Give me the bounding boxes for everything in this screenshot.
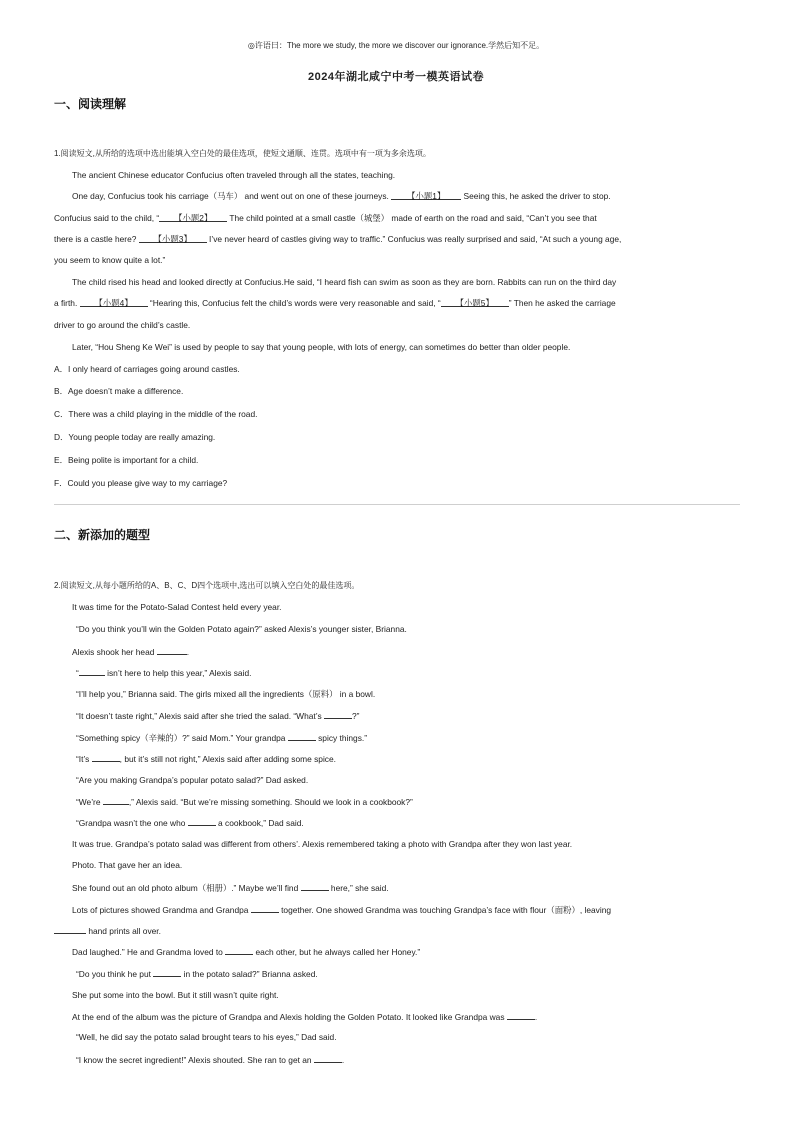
- story-text: ?”: [351, 711, 360, 721]
- story-text: .: [186, 647, 190, 657]
- passage-text: The child pointed at a small castle（城堡） made of earth on the road and said, “Can’t you see that: [227, 213, 597, 223]
- story-line: [72, 601, 281, 613]
- story-text: , but it’s still not right,” Alexis said after adding some spice.: [119, 754, 336, 764]
- story-line: [76, 666, 251, 679]
- passage-line: [54, 233, 621, 245]
- story-text: Alexis shook her head: [72, 647, 157, 657]
- answer-blank-4[interactable]: [80, 297, 148, 307]
- story-text: “I’ll help you,” Brianna said. The girls mixed all the ingredients（原料） in a bowl.: [76, 689, 376, 699]
- section-heading-new-type: 二、新添加的题型: [54, 528, 151, 542]
- story-text: “: [76, 668, 79, 678]
- answer-blank-3[interactable]: [139, 233, 207, 243]
- story-text: in the potato salad?” Brianna asked.: [181, 969, 318, 979]
- story-text: “Well, he did say the potato salad brought tears to his eyes,” Dad said.: [76, 1032, 337, 1042]
- story-text: “Something spicy（辛辣的）?” said Mom.” Your grandpa: [76, 733, 288, 743]
- passage-line: The child rised his head and looked directly at Confucius.He said, “I heard fish can swim as soon as they are born. Rabbits can run on the third day: [72, 277, 617, 287]
- answer-blank[interactable]: [188, 816, 216, 826]
- story-line: [76, 967, 318, 980]
- passage-line: you seem to know quite a lot.”: [54, 255, 166, 265]
- passage-text: “Hearing this, Confucius felt the child’s words were very reasonable and said, “: [147, 298, 441, 308]
- story-text: She found out an old photo album（相册）.” Maybe we’ll find: [72, 883, 301, 893]
- option-b[interactable]: B．Age doesn’t make a difference.: [54, 386, 184, 396]
- answer-blank[interactable]: [157, 645, 190, 657]
- passage-text: there is a castle here?: [54, 234, 139, 244]
- story-line: [72, 859, 182, 871]
- answer-blank[interactable]: [288, 731, 316, 741]
- passage-line: [72, 190, 611, 202]
- passage-text: a firth.: [54, 298, 80, 308]
- story-text: “I know the secret ingredient!” Alexis shouted. She ran to get an: [76, 1055, 314, 1065]
- story-line: [76, 1053, 344, 1066]
- story-text: here,” she said.: [328, 883, 389, 893]
- story-text: It was true. Grandpa’s potato salad was different from others’. Alexis remembered taking a photo with Grandpa after they won last year.: [72, 839, 573, 849]
- passage-line: [54, 297, 616, 309]
- story-text: Photo. That gave her an idea.: [72, 860, 183, 870]
- option-a[interactable]: A．I only heard of carriages going around castles.: [54, 364, 240, 374]
- story-line: [76, 709, 359, 722]
- answer-blank[interactable]: [225, 945, 253, 955]
- blank-label: 【小题4】: [94, 298, 133, 308]
- passage-line: The ancient Chinese educator Confucius often traveled through all the states, teaching.: [72, 170, 396, 180]
- story-text: It was time for the Potato-Salad Contest held every year.: [72, 602, 282, 612]
- passage-line: driver to go around the child’s castle.: [54, 320, 191, 330]
- story-text: “We’re: [76, 797, 103, 807]
- answer-blank[interactable]: [103, 795, 129, 805]
- answer-blank[interactable]: [314, 1053, 345, 1065]
- story-line: [76, 816, 304, 829]
- story-text: together. One showed Grandma was touching Grandpa’s face with flour（面粉）, leaving: [278, 905, 612, 915]
- story-text: At the end of the album was the picture of Grandpa and Alexis holding the Golden Potato. It looked like Grandpa was: [72, 1012, 507, 1022]
- story-text: ,” Alexis said. “But we’re missing something. Should we look in a cookbook?”: [128, 797, 413, 807]
- story-text: “Do you think you’ll win the Golden Potato again?” asked Alexis’s younger sister, Brianna.: [76, 624, 407, 634]
- option-c[interactable]: C．There was a child playing in the middle of the road.: [54, 409, 258, 419]
- question-1-instruction: 1.阅读短文,从所给的选项中选出能填入空白处的最佳选项，使短文通顺、连贯。选项中有一项为多余选项。: [54, 149, 431, 158]
- answer-blank-2[interactable]: [159, 212, 227, 222]
- question-2-instruction: 2.阅读短文,从每小题所给的A、B、C、D四个选项中,选出可以填入空白处的最佳选项。: [54, 581, 360, 590]
- story-line: [76, 795, 413, 808]
- motto-header: ◎许语曰：The more we study, the more we discover our ignorance.学然后知不足。: [247, 41, 545, 50]
- blank-label: 【小题1】: [407, 191, 446, 201]
- story-text: hand prints all over.: [86, 926, 161, 936]
- story-line: [72, 645, 189, 658]
- story-text: Dad laughed.” He and Grandma loved to: [72, 947, 226, 957]
- story-text: “Do you think he put: [76, 969, 154, 979]
- option-d[interactable]: D．Young people today are really amazing.: [54, 432, 216, 442]
- passage-text: ” Then he asked the carriage: [508, 298, 616, 308]
- story-text: “Grandpa wasn’t the one who: [76, 818, 188, 828]
- story-text: Lots of pictures showed Grandma and Grandpa: [72, 905, 251, 915]
- story-line: [72, 989, 279, 1001]
- answer-blank[interactable]: [251, 903, 279, 913]
- story-line: [54, 924, 161, 937]
- story-text: .: [534, 1012, 538, 1022]
- option-e[interactable]: E．Being polite is important for a child.: [54, 455, 199, 465]
- story-line: [76, 1031, 337, 1043]
- blank-label: 【小题3】: [153, 234, 192, 244]
- story-line: [72, 838, 572, 850]
- story-line: [76, 774, 308, 786]
- passage-text: Confucius said to the child, “: [54, 213, 160, 223]
- story-line: [76, 623, 407, 635]
- story-text: “Are you making Grandpa’s popular potato salad?” Dad asked.: [76, 775, 309, 785]
- story-text: each other, but he always called her Honey.”: [253, 947, 421, 957]
- answer-blank[interactable]: [79, 666, 105, 676]
- passage-line: [54, 212, 597, 224]
- section-divider: [54, 504, 740, 505]
- answer-blank[interactable]: [324, 709, 352, 719]
- answer-blank[interactable]: [54, 924, 86, 934]
- story-line: [72, 881, 389, 894]
- answer-blank-1[interactable]: [391, 190, 461, 200]
- story-line: [76, 752, 336, 765]
- blank-label: 【小题5】: [455, 298, 494, 308]
- section-heading-reading: 一、阅读理解: [54, 97, 127, 111]
- story-text: “It’s: [76, 754, 92, 764]
- story-text: a cookbook,” Dad said.: [215, 818, 304, 828]
- answer-blank-5[interactable]: [441, 297, 509, 307]
- story-line: [72, 945, 420, 958]
- page-title: 2024年湖北咸宁中考一模英语试卷: [308, 71, 484, 83]
- story-line: [72, 1010, 537, 1023]
- story-line: [76, 731, 367, 744]
- story-line: [76, 688, 375, 700]
- story-text: .: [341, 1055, 345, 1065]
- option-f[interactable]: F．Could you please give way to my carriage?: [54, 478, 228, 488]
- answer-blank[interactable]: [507, 1010, 538, 1022]
- story-text: She put some into the bowl. But it still wasn’t quite right.: [72, 990, 279, 1000]
- answer-blank[interactable]: [92, 752, 120, 762]
- story-line: [72, 903, 611, 916]
- passage-text: Seeing this, he asked the driver to stop.: [461, 191, 611, 201]
- passage-text: One day, Confucius took his carriage（马车） and went out on one of these journeys.: [72, 191, 392, 201]
- passage-text: I’ve never heard of castles giving way to traffic.” Confucius was really surprised and said, “At such a young age,: [206, 234, 622, 244]
- story-text: isn’t here to help this year,” Alexis said.: [104, 668, 252, 678]
- story-text: “It doesn’t taste right,” Alexis said after she tried the salad. “What’s: [76, 711, 324, 721]
- answer-blank[interactable]: [153, 967, 181, 977]
- blank-label: 【小题2】: [174, 213, 213, 223]
- answer-blank[interactable]: [301, 881, 329, 891]
- story-text: spicy things.”: [315, 733, 367, 743]
- passage-line: Later, “Hou Sheng Ke Wei” is used by people to say that young people, with lots of energy, can sometimes do better than older people.: [72, 342, 571, 352]
